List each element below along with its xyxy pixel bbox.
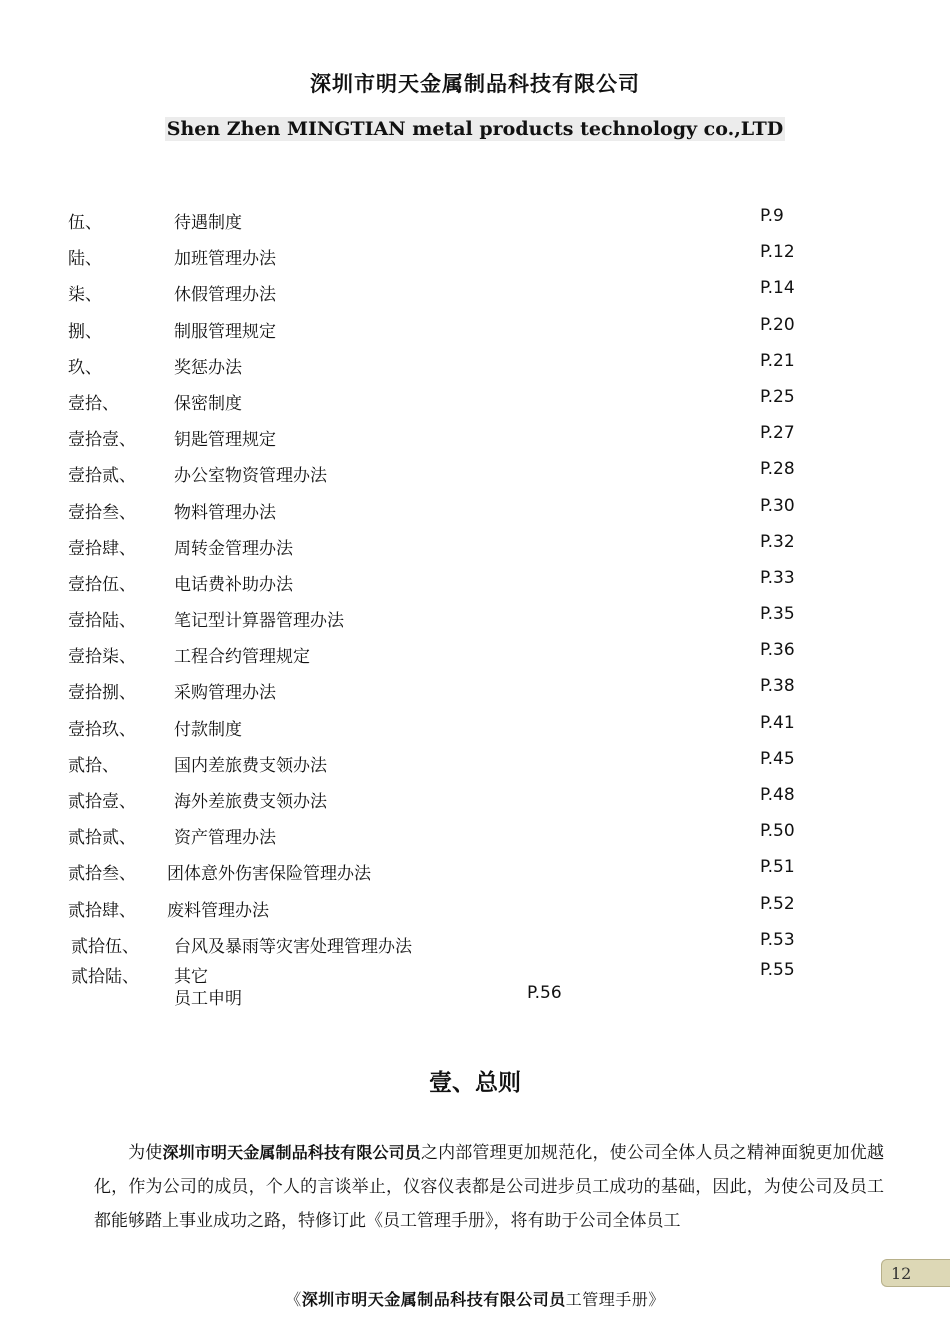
toc-number: 壹拾伍、 <box>68 574 136 595</box>
toc-number: 壹拾肆、 <box>68 538 136 559</box>
toc-title: 付款制度 <box>174 719 242 740</box>
toc-title: 笔记型计算器管理办法 <box>174 611 344 632</box>
toc-title: 奖惩办法 <box>174 357 242 378</box>
toc-title: 加班管理办法 <box>174 249 276 270</box>
toc-title: 工程合约管理规定 <box>174 647 310 668</box>
toc-page: P.51 <box>760 857 795 878</box>
body-paragraph <box>94 1136 884 1238</box>
page-number-badge: 12 <box>881 1259 950 1287</box>
toc-title: 电话费补助办法 <box>174 574 293 595</box>
toc-title: 待遇制度 <box>174 213 242 233</box>
footer-open: 《 <box>285 1290 302 1309</box>
toc-page: P.36 <box>760 640 795 661</box>
toc-number: 壹拾壹、 <box>68 430 136 451</box>
toc-page: P.32 <box>760 531 795 552</box>
toc-number: 壹拾、 <box>68 393 119 414</box>
toc-page: P.30 <box>760 495 795 516</box>
toc-page: P.35 <box>760 604 795 625</box>
toc-title: 周转金管理办法 <box>174 538 293 559</box>
toc-title: 废料管理办法 <box>167 900 269 921</box>
toc-number: 柒、 <box>68 285 102 306</box>
toc-page: P.53 <box>760 929 795 950</box>
toc-page: P.21 <box>760 350 795 371</box>
toc-number: 玖、 <box>68 357 102 378</box>
toc-page: P.55 <box>760 960 795 980</box>
toc-number: 壹拾叁、 <box>68 502 136 523</box>
toc-title: 资产管理办法 <box>174 828 276 849</box>
toc-row <box>0 530 950 566</box>
toc-row <box>0 638 950 674</box>
toc-row-last <box>0 960 950 1010</box>
toc-title: 钥匙管理规定 <box>174 430 276 451</box>
toc-page: P.27 <box>760 423 795 444</box>
toc-row <box>0 457 950 493</box>
toc-row <box>0 276 950 312</box>
company-name-en: Shen Zhen MINGTIAN metal products technology co.,LTD <box>166 118 784 140</box>
toc-row <box>0 674 950 710</box>
para-company-name: 深圳市明天金属制品科技有限公司员 <box>162 1143 421 1162</box>
toc-number: 贰拾陆、 <box>71 967 139 987</box>
toc-number: 伍、 <box>68 213 102 233</box>
toc-row <box>0 204 950 240</box>
toc-row <box>0 494 950 530</box>
toc-row <box>0 421 950 457</box>
toc-row <box>0 855 950 891</box>
toc-row <box>0 928 950 964</box>
toc-title: 采购管理办法 <box>174 683 276 704</box>
toc-page: P.52 <box>760 893 795 914</box>
toc-number: 贰拾贰、 <box>68 828 136 849</box>
toc-sub-page: P.56 <box>527 983 562 1003</box>
toc-row <box>0 602 950 638</box>
toc-number: 贰拾肆、 <box>68 900 136 921</box>
toc-page: P.48 <box>760 785 795 805</box>
page-footer <box>0 1287 950 1310</box>
toc-page: P.28 <box>760 459 795 480</box>
toc-title: 国内差旅费支领办法 <box>174 755 327 776</box>
toc-title: 休假管理办法 <box>174 285 276 306</box>
toc-page: P.9 <box>760 206 784 226</box>
toc-number: 壹拾捌、 <box>68 683 136 704</box>
toc-page: P.38 <box>760 676 795 697</box>
toc-row <box>0 892 950 928</box>
toc-number: 壹拾柒、 <box>68 647 136 668</box>
toc-title: 物料管理办法 <box>174 502 276 523</box>
para-text-after: 之内部管理更加规范化，使公司全体人员之精神面貌更加优越化，作为公司的成员，个人的言谈举止，仪容仪表都是公司进步员工成功的基础，因此，为使公司及员工都能够踏上事业成功之路，特修订此《员工管理手册》，将有助于公司全体员工 <box>94 1143 884 1231</box>
company-name-cn: 深圳市明天金属制品科技有限公司 <box>310 72 640 96</box>
toc-title: 团体意外伤害保险管理办法 <box>167 864 371 885</box>
toc-number: 贰拾伍、 <box>71 936 139 957</box>
toc-number: 壹拾玖、 <box>68 719 136 740</box>
toc-page: P.12 <box>760 242 795 263</box>
company-name-en-wrap <box>0 117 950 141</box>
toc-row <box>0 566 950 602</box>
toc-row <box>0 711 950 747</box>
toc-row <box>0 349 950 385</box>
toc-title: 制服管理规定 <box>174 321 276 342</box>
toc-row <box>0 385 950 421</box>
toc-page: P.14 <box>760 278 795 299</box>
toc-number: 陆、 <box>68 249 102 270</box>
toc-page: P.33 <box>760 567 795 588</box>
table-of-contents <box>0 204 950 964</box>
footer-company: 深圳市明天金属制品科技有限公司员 <box>301 1290 566 1309</box>
toc-page: P.25 <box>760 386 795 407</box>
footer-rest: 工管理手册》 <box>565 1290 665 1309</box>
toc-title: 办公室物资管理办法 <box>174 466 327 487</box>
toc-page: P.50 <box>760 821 795 842</box>
toc-page: P.41 <box>760 712 795 733</box>
toc-sub-title: 员工申明 <box>174 989 242 1009</box>
toc-title: 保密制度 <box>174 393 242 414</box>
toc-number: 壹拾贰、 <box>68 466 136 487</box>
para-text-before: 为使 <box>128 1143 163 1163</box>
toc-number: 捌、 <box>68 321 102 342</box>
section-title: 壹、总则 <box>429 1070 521 1096</box>
toc-number: 贰拾叁、 <box>68 864 136 885</box>
toc-row <box>0 819 950 855</box>
toc-title: 其它 <box>174 967 208 987</box>
toc-row <box>0 747 950 783</box>
toc-row <box>0 783 950 819</box>
toc-number: 贰拾壹、 <box>68 792 136 812</box>
toc-number: 贰拾、 <box>68 755 119 776</box>
toc-row <box>0 240 950 276</box>
toc-number: 壹拾陆、 <box>68 611 136 632</box>
toc-title: 台风及暴雨等灾害处理管理办法 <box>174 936 412 957</box>
toc-title: 海外差旅费支领办法 <box>174 792 327 812</box>
toc-page: P.20 <box>760 314 795 335</box>
toc-page: P.45 <box>760 748 795 769</box>
toc-row <box>0 313 950 349</box>
